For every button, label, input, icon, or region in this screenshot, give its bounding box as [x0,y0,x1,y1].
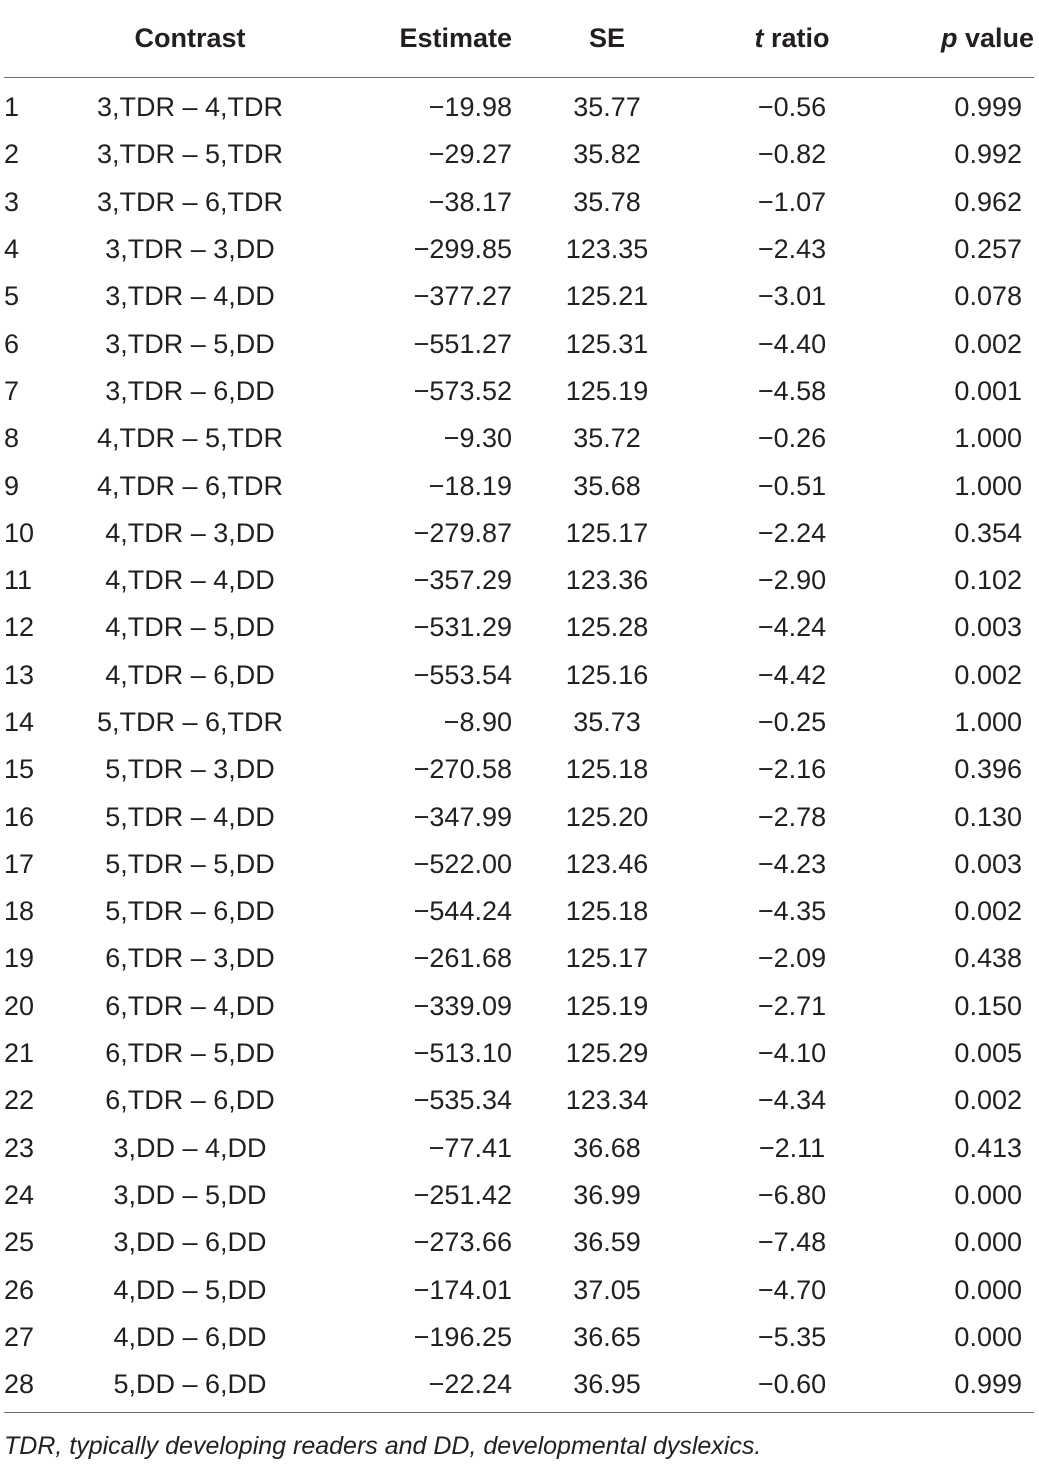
row-se: 35.68 [573,470,641,501]
row-t-ratio: −0.82 [757,139,827,170]
row-t-ratio: −4.23 [757,848,827,879]
table-row [4,368,1034,415]
row-estimate: −196.25 [413,1321,512,1352]
row-estimate: −29.27 [428,139,512,170]
table-row [4,1219,1034,1266]
table-body [4,78,1034,1413]
table-row [4,604,1034,651]
table-row [4,1077,1034,1124]
row-index: 21 [4,1038,35,1069]
row-se: 123.46 [565,848,649,879]
row-t-ratio: −0.26 [757,423,827,454]
row-contrast: 6,TDR – 4,DD [105,990,275,1021]
row-se: 35.82 [573,139,641,170]
row-index: 9 [4,470,20,501]
row-estimate: −573.52 [413,375,512,406]
row-p-value: 0.438 [954,943,1022,974]
table-row [4,226,1034,273]
row-estimate: −299.85 [413,234,512,265]
row-estimate: −357.29 [413,565,512,596]
row-contrast: 3,TDR – 6,TDR [96,186,284,217]
row-p-value: 0.000 [954,1227,1022,1258]
row-p-value: 0.992 [954,139,1022,170]
row-p-value: 0.257 [954,234,1022,265]
header-index [4,0,68,78]
row-se: 125.20 [565,801,649,832]
row-estimate: −347.99 [413,801,512,832]
contrast-table [4,0,1034,1413]
header-t-ratio-text: ratio [763,23,830,53]
table-row [4,983,1034,1030]
table-row [4,78,1034,132]
row-se: 35.73 [573,707,641,737]
row-contrast: 5,TDR – 5,DD [105,848,275,879]
row-estimate: −273.66 [413,1227,512,1258]
header-estimate: Estimate [312,0,520,78]
table-row [4,1030,1034,1077]
row-t-ratio: −0.56 [757,92,827,123]
row-t-ratio: −2.90 [757,565,827,596]
row-p-value: 0.999 [866,1361,1034,1413]
row-p-value: 0.002 [954,328,1022,359]
row-t-ratio: −0.60 [694,1361,866,1413]
table-row [4,510,1034,557]
table-row [4,179,1034,226]
row-p-value: 0.150 [954,990,1022,1021]
row-index: 12 [4,612,35,643]
row-t-ratio: −0.51 [757,470,827,501]
row-index: 23 [4,1132,35,1163]
row-contrast: 5,TDR – 6,TDR [96,707,284,737]
row-t-ratio: −5.35 [757,1321,827,1352]
table-row [4,841,1034,888]
row-estimate: −261.68 [413,943,512,974]
row-se: 125.21 [565,281,649,312]
row-estimate: −251.42 [413,1179,512,1210]
row-t-ratio: −4.24 [757,612,827,643]
table-row [4,652,1034,699]
table-row [4,1361,1034,1413]
row-index: 20 [4,990,35,1021]
row-t-ratio: −4.10 [757,1038,827,1069]
row-se: 36.95 [520,1361,694,1413]
row-contrast: 4,DD – 6,DD [113,1321,267,1352]
row-index: 26 [4,1274,35,1305]
table-footnote: TDR, typically developing readers and DD, developmental dyslexics. [4,1432,762,1460]
row-p-value: 0.102 [954,565,1022,596]
row-contrast: 4,TDR – 4,DD [105,565,275,596]
row-se: 36.68 [573,1132,641,1163]
row-p-value: 1.000 [954,707,1022,737]
row-t-ratio: −1.07 [757,186,827,217]
row-t-ratio: −4.40 [757,328,827,359]
header-contrast: Contrast [68,0,312,78]
row-contrast: 3,TDR – 6,DD [105,375,275,406]
table-row [4,1172,1034,1219]
row-p-value: 0.354 [954,517,1022,548]
row-index: 17 [4,848,35,879]
header-se: SE [520,0,694,78]
row-se: 125.31 [565,328,649,359]
row-contrast: 3,TDR – 3,DD [105,234,275,265]
row-se: 123.36 [565,565,649,596]
row-contrast: 4,TDR – 6,DD [105,659,275,690]
row-p-value: 0.078 [954,281,1022,312]
row-index: 8 [4,423,20,454]
row-t-ratio: −7.48 [757,1227,827,1258]
row-contrast: 3,TDR – 5,TDR [96,139,284,170]
table-row [4,793,1034,840]
row-p-value: 0.962 [954,186,1022,217]
row-p-value: 0.005 [954,1038,1022,1069]
table-row [4,699,1034,746]
row-se: 35.78 [573,186,641,217]
row-se: 36.59 [573,1227,641,1258]
row-index: 1 [4,92,20,123]
table-row [4,131,1034,178]
header-p-value-italic: p [940,23,958,53]
row-t-ratio: −4.35 [757,896,827,927]
row-t-ratio: −2.24 [757,517,827,548]
row-t-ratio: −2.78 [757,801,827,832]
row-p-value: 0.413 [954,1132,1022,1163]
row-estimate: −279.87 [413,517,512,548]
row-t-ratio: −0.25 [757,707,827,737]
row-contrast: 3,TDR – 5,DD [105,328,275,359]
row-contrast: 4,TDR – 5,DD [105,612,275,643]
row-estimate: −18.19 [428,470,512,501]
header-t-ratio [694,0,866,78]
row-index: 22 [4,1085,35,1116]
row-index: 24 [4,1179,35,1210]
row-se: 36.65 [573,1321,641,1352]
row-index: 14 [4,707,35,737]
row-se: 125.17 [565,517,649,548]
row-se: 125.18 [565,896,649,927]
row-index: 27 [4,1321,35,1352]
row-t-ratio: −2.16 [757,754,827,785]
row-t-ratio: −2.71 [757,990,827,1021]
row-contrast: 3,DD – 6,DD [113,1227,267,1258]
table-row [4,935,1034,982]
row-index: 15 [4,754,35,785]
row-contrast: 5,TDR – 6,DD [105,896,275,927]
row-se: 125.19 [565,375,649,406]
table-row [4,888,1034,935]
row-p-value: 0.130 [954,801,1022,832]
table-header [4,0,1034,78]
row-se: 35.77 [573,92,641,123]
row-estimate: −270.58 [413,754,512,785]
row-contrast: 5,DD – 6,DD [68,1361,312,1413]
row-index: 18 [4,896,35,927]
row-se: 123.34 [565,1085,649,1116]
row-t-ratio: −6.80 [757,1179,827,1210]
row-p-value: 0.003 [954,612,1022,643]
row-index: 2 [4,139,20,170]
row-p-value: 1.000 [954,470,1022,501]
row-contrast: 4,TDR – 6,TDR [96,470,284,501]
row-index: 6 [4,328,20,359]
row-se: 125.19 [565,990,649,1021]
row-index: 11 [4,565,33,596]
row-p-value: 0.000 [954,1179,1022,1210]
row-index: 5 [4,281,20,312]
row-t-ratio: −4.70 [757,1274,827,1305]
row-contrast: 4,TDR – 3,DD [105,517,275,548]
row-p-value: 0.001 [954,375,1022,406]
table-row [4,557,1034,604]
header-row [4,0,1034,78]
row-estimate: −339.09 [413,990,512,1021]
row-contrast: 6,TDR – 3,DD [105,943,275,974]
row-contrast: 4,TDR – 5,TDR [96,423,284,454]
row-index: 19 [4,943,35,974]
row-se: 125.16 [565,659,649,690]
contrast-table-container [4,0,1034,1413]
row-t-ratio: −4.58 [757,375,827,406]
row-t-ratio: −2.09 [757,943,827,974]
row-estimate: −377.27 [413,281,512,312]
header-p-value-text: value [957,23,1034,53]
row-contrast: 5,TDR – 3,DD [105,754,275,785]
row-estimate: −38.17 [428,186,512,217]
table-row [4,1125,1034,1172]
row-contrast: 3,TDR – 4,DD [105,281,275,312]
row-se: 125.28 [565,612,649,643]
row-contrast: 5,TDR – 4,DD [105,801,275,832]
header-t-ratio-italic: t [754,23,764,53]
row-index: 25 [4,1227,35,1258]
row-estimate: −551.27 [413,328,512,359]
row-p-value: 0.003 [954,848,1022,879]
table-row [4,273,1034,320]
row-contrast: 6,TDR – 6,DD [105,1085,275,1116]
table-row [4,1314,1034,1361]
row-t-ratio: −2.11 [758,1132,826,1163]
row-estimate: −174.01 [413,1274,512,1305]
row-p-value: 0.002 [954,659,1022,690]
row-estimate: −531.29 [413,612,512,643]
row-estimate: −8.90 [443,707,512,737]
row-contrast: 6,TDR – 5,DD [105,1038,275,1069]
row-estimate: −522.00 [413,848,512,879]
row-index: 7 [4,375,20,406]
row-estimate: −9.30 [443,423,512,454]
row-t-ratio: −3.01 [757,281,827,312]
row-estimate: −544.24 [413,896,512,927]
row-estimate: −553.54 [413,659,512,690]
row-se: 125.29 [565,1038,649,1069]
row-p-value: 0.396 [954,754,1022,785]
row-index: 28 [4,1361,68,1413]
row-index: 13 [4,659,35,690]
row-t-ratio: −4.34 [757,1085,827,1116]
row-p-value: 0.000 [954,1321,1022,1352]
table-row [4,746,1034,793]
table-row [4,320,1034,367]
table-row [4,415,1034,462]
row-se: 36.99 [573,1179,641,1210]
table-row [4,1266,1034,1313]
row-contrast: 3,DD – 5,DD [113,1179,267,1210]
row-p-value: 1.000 [954,423,1022,454]
table-row [4,462,1034,509]
row-se: 35.72 [573,423,641,454]
row-se: 123.35 [565,234,649,265]
row-p-value: 0.000 [954,1274,1022,1305]
row-contrast: 3,DD – 4,DD [113,1132,267,1163]
row-t-ratio: −2.43 [757,234,827,265]
row-index: 3 [4,186,20,217]
row-contrast: 4,DD – 5,DD [113,1274,267,1305]
row-contrast: 3,TDR – 4,TDR [96,92,284,123]
row-p-value: 0.999 [954,92,1022,123]
row-p-value: 0.002 [954,896,1022,927]
row-estimate: −535.34 [413,1085,512,1116]
row-se: 125.18 [565,754,649,785]
row-se: 37.05 [573,1274,641,1305]
row-p-value: 0.002 [954,1085,1022,1116]
row-estimate: −19.98 [428,92,512,123]
header-p-value [866,0,1034,78]
row-estimate: −22.24 [312,1361,520,1413]
row-index: 10 [4,517,35,548]
row-estimate: −513.10 [413,1038,512,1069]
row-se: 125.17 [565,943,649,974]
row-t-ratio: −4.42 [757,659,827,690]
row-estimate: −77.41 [428,1132,512,1163]
row-index: 4 [4,234,20,265]
row-index: 16 [4,801,35,832]
